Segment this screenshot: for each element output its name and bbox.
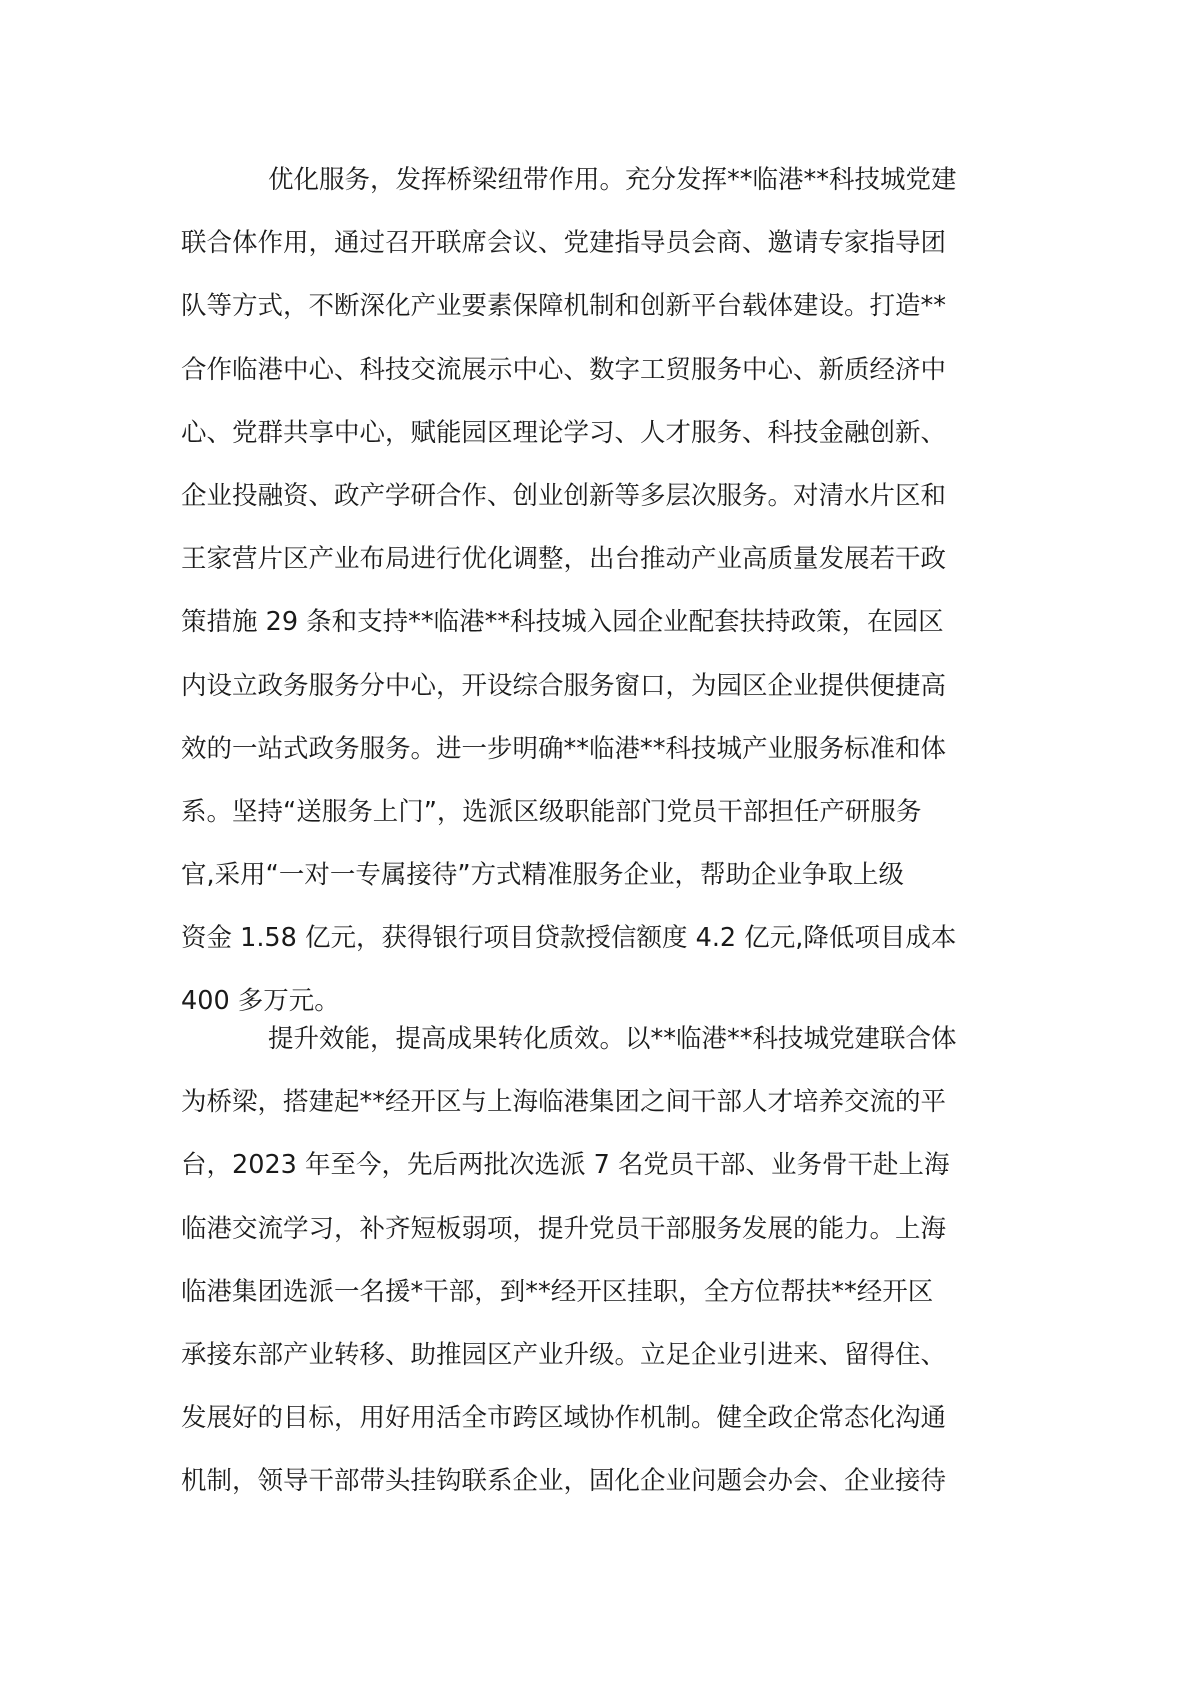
text-line: 发展好的目标，用好用活全市跨区域协作机制。健全政企常态化沟通: [181, 1403, 947, 1434]
text-line: 合作临港中心、科技交流展示中心、数字工贸服务中心、新质经济中: [181, 354, 947, 385]
text-line: 为桥梁，搭建起**经开区与上海临港集团之间干部人才培养交流的平: [181, 1087, 947, 1118]
text-line: 队等方式，不断深化产业要素保障机制和创新平台载体建设。打造**: [181, 291, 947, 322]
text-line: 心、党群共享中心，赋能园区理论学习、人才服务、科技金融创新、: [181, 417, 947, 448]
text-line: 内设立政务服务分中心，开设综合服务窗口，为园区企业提供便捷高: [181, 670, 947, 701]
text-line: 联合体作用，通过召开联席会议、党建指导员会商、邀请专家指导团: [181, 228, 947, 259]
text-line: 策措施 29 条和支持**临港**科技城入园企业配套扶持政策，在园区: [181, 607, 944, 638]
text-line: 效的一站式政务服务。进一步明确**临港**科技城产业服务标准和体: [181, 733, 947, 764]
paragraph-optimize-services: [181, 149, 1011, 1034]
text-line: 系。坚持“送服务上门”，选派区级职能部门党员干部担任产研服务: [181, 796, 922, 827]
text-line: 400 多万元。: [181, 986, 340, 1017]
text-line: 官,采用“一对一专属接待”方式精准服务企业，帮助企业争取上级: [181, 860, 905, 891]
text-line: 临港交流学习，补齐短板弱项，提升党员干部服务发展的能力。上海: [181, 1213, 947, 1244]
text-line: 优化服务，发挥桥梁纽带作用。充分发挥**临港**科技城党建: [268, 165, 957, 195]
text-line: 企业投融资、政产学研合作、创业创新等多层次服务。对清水片区和: [181, 480, 947, 511]
paragraph-improve-efficiency: [181, 1008, 1011, 1514]
text-line: 临港集团选派一名援*干部，到**经开区挂职，全方位帮扶**经开区: [181, 1276, 934, 1307]
text-line: 机制，领导干部带头挂钩联系企业，固化企业问题会办会、企业接待: [181, 1466, 947, 1497]
text-line: 提升效能，提高成果转化质效。以**临港**科技城党建联合体: [268, 1024, 957, 1054]
text-line: 资金 1.58 亿元，获得银行项目贷款授信额度 4.2 亿元,降低项目成本: [181, 923, 957, 954]
text-line: 承接东部产业转移、助推园区产业升级。立足企业引进来、留得住、: [181, 1339, 947, 1370]
text-line: 台，2023 年至今，先后两批次选派 7 名党员干部、业务骨干赴上海: [181, 1150, 950, 1181]
text-line: 王家营片区产业布局进行优化调整，出台推动产业高质量发展若干政: [181, 544, 947, 575]
